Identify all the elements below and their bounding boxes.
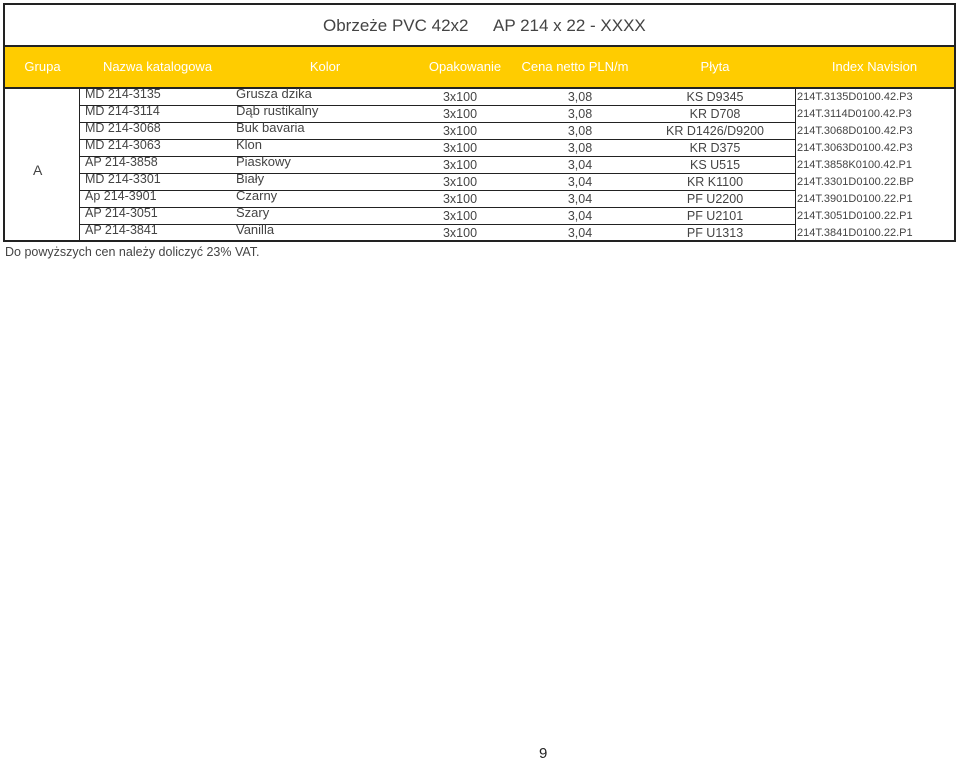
index-cell: 214T.3858K0100.42.P1 [797,159,912,171]
price-cell: 3,04 [567,209,593,223]
packaging-cell: 3x100 [442,90,478,104]
price-cell: 3,04 [567,192,593,206]
header-group: Grupa [24,59,61,74]
packaging-cell: 3x100 [442,158,478,172]
header-price: Cena netto PLN/m [521,59,629,74]
price-cell: 3,08 [567,90,593,104]
color-cell: Grusza dzika [236,86,312,101]
index-cell: 214T.3301D0100.22.BP [797,176,914,188]
catalog-name-cell: AP 214-3841 [85,223,158,237]
index-cell: 214T.3051D0100.22.P1 [797,210,913,222]
table-row [80,86,913,106]
catalog-name-cell: MD 214-3114 [85,104,160,118]
board-cell: KR D375 [689,141,741,155]
table-row [80,205,913,225]
catalog-name-cell: AP 214-3051 [85,206,158,220]
board-cell: KS D9345 [686,90,744,104]
table-row [80,171,914,191]
catalog-name-cell: MD 214-3063 [85,138,161,152]
header-color: Kolor [309,59,341,74]
price-cell: 3,04 [567,158,593,172]
color-cell: Biały [236,171,265,186]
table-row [80,137,913,157]
price-cell: 3,04 [567,175,593,189]
price-cell: 3,08 [567,107,593,121]
header-packaging: Opakowanie [428,59,502,74]
catalog-name-cell: Ap 214-3901 [85,189,157,203]
table-row [80,188,913,208]
column-divider [795,89,796,240]
index-cell: 214T.3901D0100.22.P1 [797,193,913,205]
table-row [80,222,913,242]
board-cell: KS U515 [689,158,741,172]
packaging-cell: 3x100 [442,141,478,155]
price-table [3,3,956,242]
board-cell: KR D708 [689,107,741,121]
color-cell: Czarny [236,188,278,203]
board-cell: PF U1313 [686,226,744,240]
catalog-name-cell: MD 214-3135 [85,87,161,101]
page-number: 9 [539,745,548,762]
packaging-cell: 3x100 [442,107,478,121]
catalog-name-cell: AP 214-3858 [85,155,158,169]
price-cell: 3,08 [567,141,593,155]
header-catalog-name: Nazwa katalogowa [102,59,213,74]
catalog-name-cell: MD 214-3068 [85,121,161,135]
table-row [80,120,913,140]
index-cell: 214T.3135D0100.42.P3 [797,91,913,103]
price-cell: 3,04 [567,226,593,240]
color-cell: Szary [236,205,270,220]
group-label: A [33,162,43,178]
board-cell: KR D1426/D9200 [666,124,764,138]
title-bar [5,5,954,47]
group-cell [5,89,80,240]
vat-note: Do powyższych cen należy doliczyć 23% VAT. [5,245,260,259]
catalog-name-cell: MD 214-3301 [85,172,161,186]
price-cell: 3,08 [567,124,593,138]
color-cell: Buk bavaria [236,120,305,135]
packaging-cell: 3x100 [442,209,478,223]
board-cell: PF U2101 [686,209,744,223]
index-cell: 214T.3841D0100.22.P1 [797,227,913,239]
board-cell: PF U2200 [686,192,744,206]
packaging-cell: 3x100 [442,192,478,206]
packaging-cell: 3x100 [442,226,478,240]
index-cell: 214T.3068D0100.42.P3 [797,125,913,137]
color-cell: Piaskowy [236,154,291,169]
color-cell: Vanilla [236,222,275,237]
board-cell: KR K1100 [686,175,744,189]
table-row [80,103,912,123]
title-product: Obrzeże PVC 42x2 [323,16,469,35]
index-cell: 214T.3063D0100.42.P3 [797,142,913,154]
color-cell: Dąb rustikalny [236,103,319,118]
table-row [80,154,912,174]
index-cell: 214T.3114D0100.42.P3 [797,108,912,120]
table-header [5,47,954,89]
header-board: Płyta [700,59,730,74]
color-cell: Klon [236,137,263,152]
title-code: AP 214 x 22 - XXXX [493,16,646,35]
packaging-cell: 3x100 [442,124,478,138]
packaging-cell: 3x100 [442,175,478,189]
header-index: Index Navision [831,59,918,74]
